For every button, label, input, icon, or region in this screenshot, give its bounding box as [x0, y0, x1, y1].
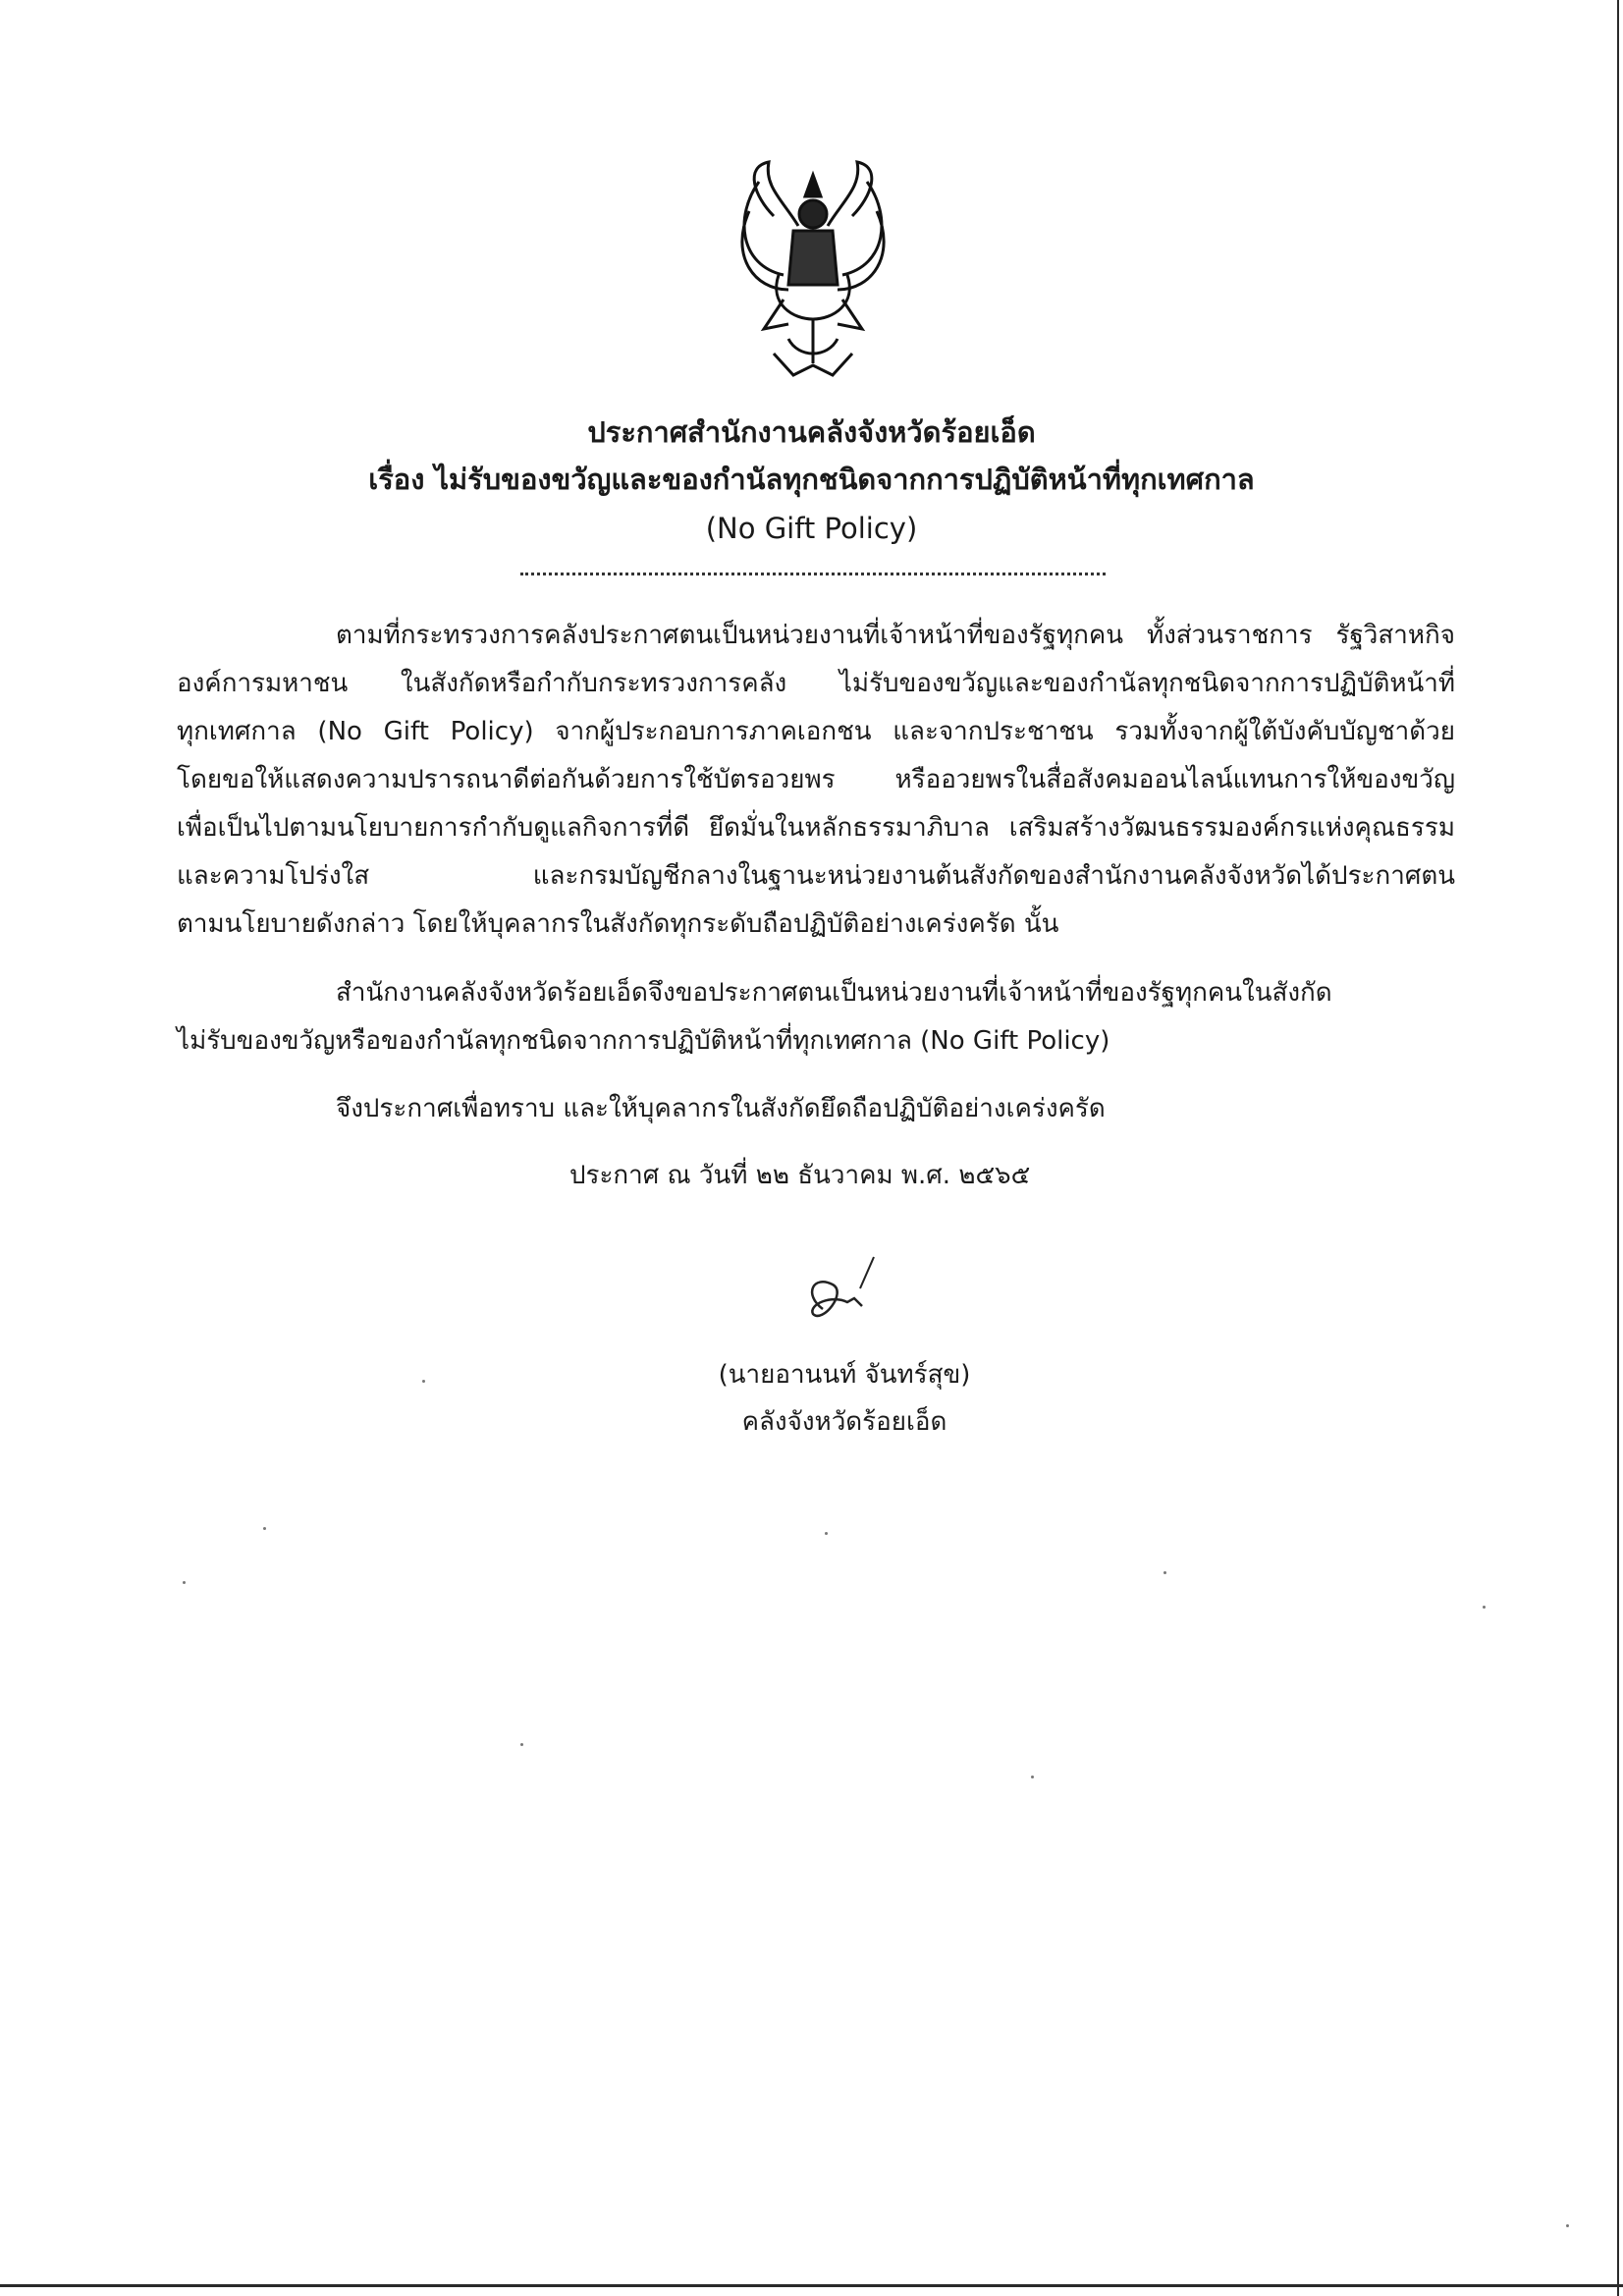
- scan-speck: [1163, 1571, 1166, 1574]
- paragraph-1-line-1: ตามที่กระทรวงการคลังประกาศตนเป็นหน่วยงานที่เจ้าหน้าที่ของรัฐทุกคน ทั้งส่วนราชการ รัฐวิสาหกิจ: [336, 621, 1455, 650]
- signatory-name: (นายอานนท์ จันทร์สุข): [718, 1360, 971, 1390]
- paragraph-2-line-2: ไม่รับของขวัญหรือของกำนัลทุกชนิดจากการปฏิบัติหน้าที่ทุกเทศกาล (No Gift Policy): [177, 1026, 1110, 1056]
- garuda-emblem-icon: [715, 157, 911, 383]
- scan-speck: [520, 1743, 523, 1746]
- paragraph-3: จึงประกาศเพื่อทราบ และให้บุคลากรในสังกัดยึดถือปฏิบัติอย่างเคร่งครัด: [336, 1094, 1106, 1123]
- paragraph-2-line-1: สำนักงานคลังจังหวัดร้อยเอ็ดจึงขอประกาศตนเป็นหน่วยงานที่เจ้าหน้าที่ของรัฐทุกคนในสังกัด: [336, 978, 1332, 1008]
- announcement-subject: เรื่อง ไม่รับของขวัญและของกำนัลทุกชนิดจากการปฏิบัติหน้าที่ทุกเทศกาล: [368, 463, 1255, 496]
- paragraph-1-line-2: องค์การมหาชน ในสังกัดหรือกำกับกระทรวงการคลัง ไม่รับของขวัญและของกำนัลทุกชนิดจากการปฏิบัติหน้าที่: [177, 669, 1455, 698]
- paragraph-1-line-4: โดยขอให้แสดงความปรารถนาดีต่อกันด้วยการใช้บัตรอวยพร หรืออวยพรในสื่อสังคมออนไลน์แทนการให้ของขวัญ: [177, 765, 1455, 794]
- scan-speck: [1483, 1606, 1486, 1609]
- paragraph-1-line-7: ตามนโยบายดังกล่าว โดยให้บุคลากรในสังกัดทุกระดับถือปฏิบัติอย่างเคร่งครัด นั้น: [177, 909, 1059, 939]
- signatory-position: คลังจังหวัดร้อยเอ็ด: [741, 1407, 947, 1437]
- signature-mark: [793, 1255, 892, 1353]
- paragraph-1-line-6: และความโปร่งใส และกรมบัญชีกลางในฐานะหน่วยงานต้นสังกัดของสำนักงานคลังจังหวัดได้ประกาศตน: [177, 861, 1455, 891]
- scan-speck: [422, 1380, 425, 1383]
- scan-speck: [825, 1532, 828, 1535]
- dotted-separator: [520, 573, 1106, 575]
- scan-edge-right: [1617, 0, 1619, 2296]
- announcement-title: ประกาศสำนักงานคลังจังหวัดร้อยเอ็ด: [587, 415, 1036, 449]
- scan-speck: [1566, 2224, 1569, 2227]
- announcement-date: ประกาศ ณ วันที่ ๒๒ ธันวาคม พ.ศ. ๒๕๖๕: [569, 1161, 1031, 1190]
- scan-speck: [183, 1581, 186, 1584]
- paragraph-1-line-3: ทุกเทศกาล (No Gift Policy) จากผู้ประกอบการภาคเอกชน และจากประชาชน รวมทั้งจากผู้ใต้บังคับบัญชาด้วย: [177, 717, 1455, 746]
- scan-speck: [263, 1527, 266, 1530]
- paragraph-1-line-5: เพื่อเป็นไปตามนโยบายการกำกับดูแลกิจการที่ดี ยึดมั่นในหลักธรรมาภิบาล เสริมสร้างวัฒนธรรมองค์กรแห่งคุณธรรม: [177, 813, 1455, 843]
- scan-edge-bottom: [0, 2284, 1623, 2287]
- announcement-subtitle: (No Gift Policy): [705, 512, 918, 545]
- scan-speck: [1031, 1776, 1034, 1778]
